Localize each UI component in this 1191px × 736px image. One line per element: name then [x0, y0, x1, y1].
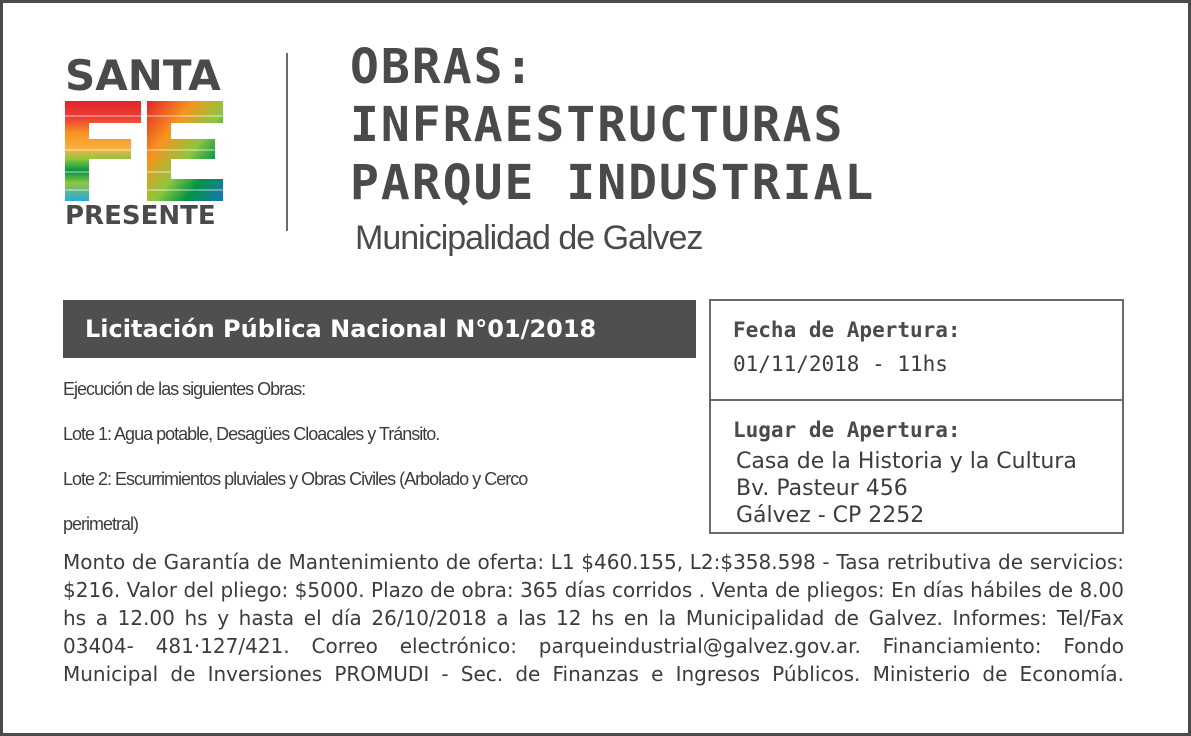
- lot-1-text: Lote 1: Agua potable, Desagües Cloacales y Tránsito.: [63, 424, 440, 444]
- header-divider: [286, 53, 288, 231]
- lot-2-text-line-2: perimetral): [63, 514, 139, 534]
- title-line-1: OBRAS:: [350, 39, 536, 95]
- works-intro: Ejecución de las siguientes Obras:: [63, 379, 306, 399]
- opening-date-value: 01/11/2018 - 11hs: [733, 352, 948, 376]
- municipality-subtitle: Municipalidad de Galvez: [355, 219, 703, 257]
- opening-place-line-3: Gálvez - CP 2252: [736, 503, 925, 528]
- tender-details-paragraph: Monto de Garantía de Mantenimiento de oferta: L1 $460.155, L2:$358.598 - Tasa retributiva de servicios: $216. Valor del pliego: $5000. Plazo de obra: 365 días corridos . Venta de pliegos: En días hábiles de 8.00 hs a 12.00 hs y hasta el día 26/10/2018 a las 12 hs en la Municipalidad de Galvez. Informes: Tel/Fax 03404- 481·127/421. Correo electrónico: parqueindustrial@galvez.gov.ar. Financiamiento: Fondo Municipal de Inversiones PROMUDI - Sec. de Finanzas e Ingresos Públicos. Ministerio de Economía.: [63, 550, 1124, 686]
- title-line-2: INFRAESTRUCTURAS: [350, 97, 845, 153]
- logo-fe-mark: [65, 101, 225, 201]
- opening-place-box: [709, 399, 1124, 534]
- opening-date-box: [709, 299, 1124, 401]
- opening-place-line-2: Bv. Pasteur 456: [736, 476, 908, 501]
- title-line-3: PARQUE INDUSTRIAL: [350, 155, 876, 211]
- logo-santa-text: SANTA: [65, 51, 221, 100]
- santa-fe-logo: [63, 53, 228, 238]
- tender-banner: Licitación Pública Nacional N°01/2018: [63, 300, 696, 358]
- opening-place-heading: Lugar de Apertura:: [733, 418, 961, 442]
- logo-presente-text: PRESENTE: [65, 201, 216, 231]
- opening-date-heading: Fecha de Apertura:: [733, 318, 961, 342]
- opening-place-line-1: Casa de la Historia y la Cultura: [736, 449, 1077, 474]
- lot-2-text-line-1: Lote 2: Escurrimientos pluviales y Obras Civiles (Arbolado y Cerco: [63, 469, 528, 489]
